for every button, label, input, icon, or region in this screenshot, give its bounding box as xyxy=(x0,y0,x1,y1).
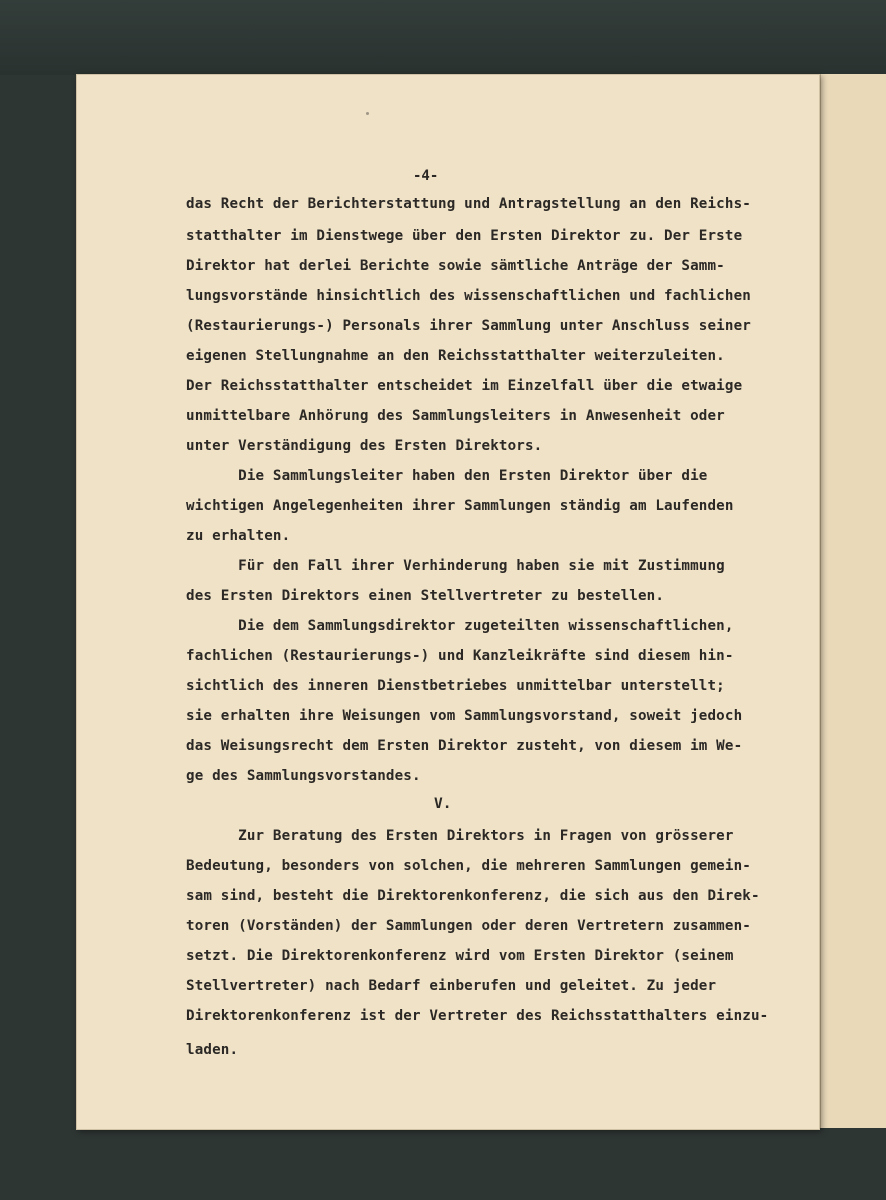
text-line: wichtigen Angelegenheiten ihrer Sammlungen ständig am Laufenden xyxy=(186,498,734,514)
text-line: des Ersten Direktors einen Stellvertreter zu bestellen. xyxy=(186,588,665,604)
text-line: unmittelbare Anhörung des Sammlungsleiters in Anwesenheit oder xyxy=(186,408,725,424)
text-line: eigenen Stellungnahme an den Reichsstatthalter weiterzuleiten. xyxy=(186,348,725,364)
text-line: lungsvorstände hinsichtlich des wissenschaftlichen und fachlichen xyxy=(186,288,751,304)
text-line: setzt. Die Direktorenkonferenz wird vom Ersten Direktor (seinem xyxy=(186,948,734,964)
text-line: Direktor hat derlei Berichte sowie sämtliche Anträge der Samm- xyxy=(186,258,725,274)
text-line: Der Reichsstatthalter entscheidet im Einzelfall über die etwaige xyxy=(186,378,743,394)
text-line: ge des Sammlungsvorstandes. xyxy=(186,768,421,784)
text-line: Zur Beratung des Ersten Direktors in Fragen von grösserer xyxy=(186,828,734,844)
text-line: sie erhalten ihre Weisungen vom Sammlungsvorstand, soweit jedoch xyxy=(186,708,743,724)
text-line: toren (Vorständen) der Sammlungen oder deren Vertretern zusammen- xyxy=(186,918,751,934)
text-line: sichtlich des inneren Dienstbetriebes unmittelbar unterstellt; xyxy=(186,678,725,694)
text-line: Die Sammlungsleiter haben den Ersten Direktor über die xyxy=(186,468,708,484)
text-line: fachlichen (Restaurierungs-) und Kanzleikräfte sind diesem hin- xyxy=(186,648,734,664)
desk-background xyxy=(0,0,886,75)
text-line: Stellvertreter) nach Bedarf einberufen und geleitet. Zu jeder xyxy=(186,978,717,994)
text-line: Die dem Sammlungsdirektor zugeteilten wissenschaftlichen, xyxy=(186,618,734,634)
text-line: laden. xyxy=(186,1042,239,1058)
text-line: Für den Fall ihrer Verhinderung haben sie mit Zustimmung xyxy=(186,558,725,574)
section-heading: V. xyxy=(434,796,452,812)
text-line: das Weisungsrecht dem Ersten Direktor zusteht, von diesem im We- xyxy=(186,738,743,754)
paper-speck xyxy=(366,112,369,115)
text-line: statthalter im Dienstwege über den Ersten Direktor zu. Der Erste xyxy=(186,228,743,244)
text-line: zu erhalten. xyxy=(186,528,291,544)
text-line: Bedeutung, besonders von solchen, die mehreren Sammlungen gemein- xyxy=(186,858,751,874)
text-line: sam sind, besteht die Direktorenkonferenz, die sich aus den Direk- xyxy=(186,888,760,904)
text-line: das Recht der Berichterstattung und Antragstellung an den Reichs- xyxy=(186,196,751,212)
text-line: unter Verständigung des Ersten Direktors. xyxy=(186,438,543,454)
text-line: Direktorenkonferenz ist der Vertreter des Reichsstatthalters einzu- xyxy=(186,1008,769,1024)
page-number: -4- xyxy=(413,168,439,184)
text-line: (Restaurierungs-) Personals ihrer Sammlung unter Anschluss seiner xyxy=(186,318,751,334)
adjacent-page-edge xyxy=(820,74,886,1128)
